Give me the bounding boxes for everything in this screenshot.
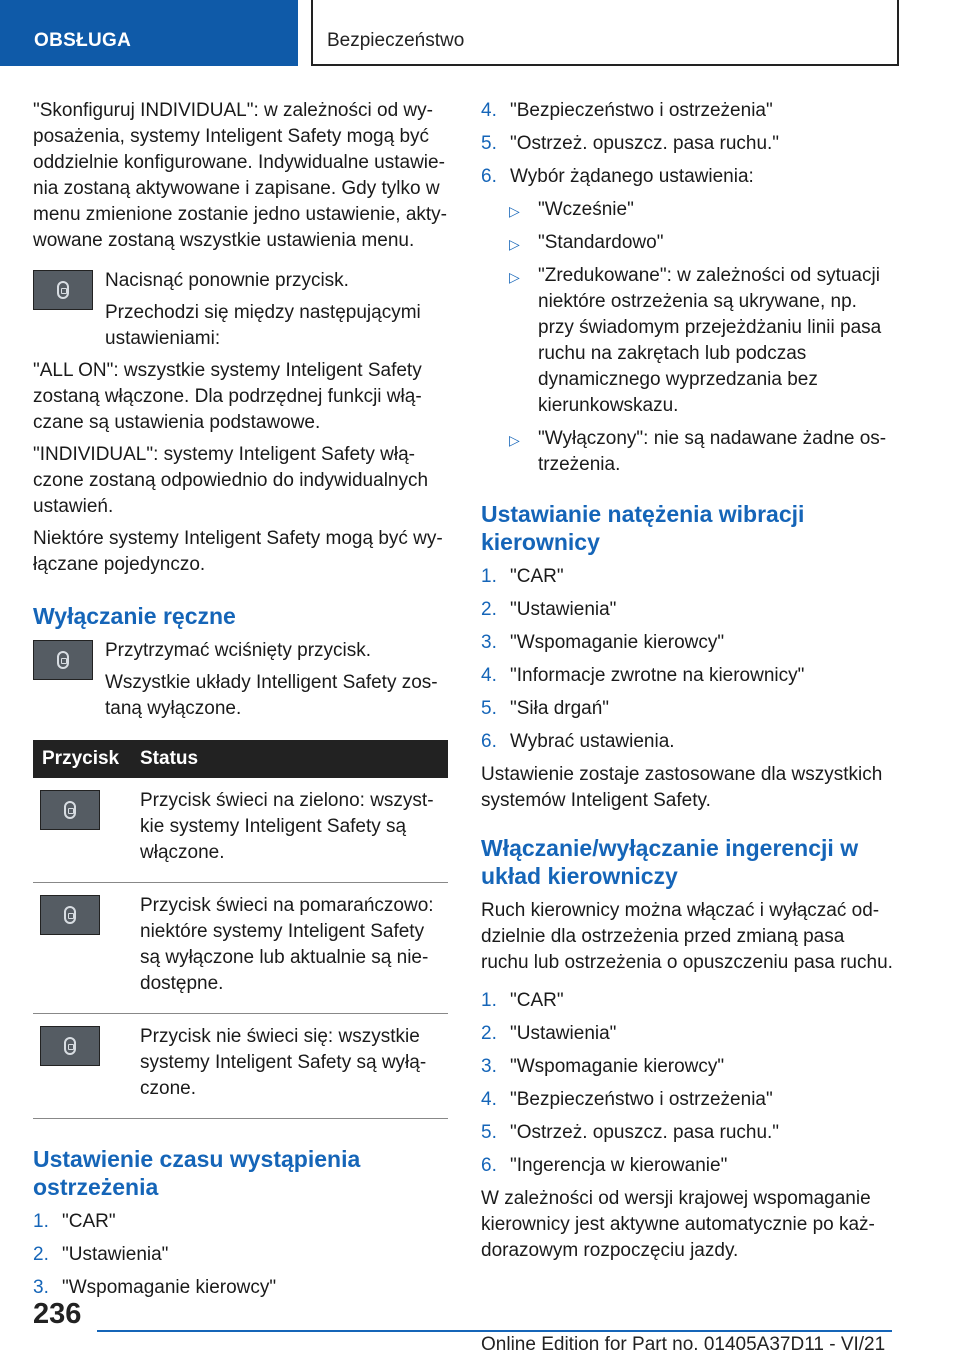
switches-text: Przechodzi się między następującymi ustawieniami: bbox=[105, 302, 421, 349]
list-item: 6. "Ingerencja w kierowanie" bbox=[481, 1155, 728, 1176]
table-row bbox=[33, 778, 448, 883]
list-item: 4. "Informacje zwrotne na kierownicy" bbox=[481, 665, 805, 686]
timing-heading: Ustawienie czasu wystąpienia ostrzeżenia bbox=[33, 1146, 361, 1200]
intelligent-safety-button-icon bbox=[33, 270, 93, 310]
list-item: 5. "Ostrzeż. opuszcz. pasa ruchu." bbox=[481, 1122, 780, 1143]
triangle-bullet-icon: ▷ bbox=[509, 269, 520, 285]
intro-paragraph: "Skonfiguruj INDIVIDUAL": w zależności od wy-posażenia, systemy Inteligent Safety mogą być oddzielnie konfigurowane. Indywidualne ustawie-nia zostaną aktywowane i zapisane. Gdy tylko w menu zmienione zostanie jedno ustawienie, akty-wowane zostaną wszystkie ustawienia menu. bbox=[33, 100, 448, 251]
status-table bbox=[33, 740, 448, 1119]
hold-button-text: Przytrzymać wciśnięty przycisk. bbox=[105, 640, 372, 661]
page-number: 236 bbox=[33, 1298, 82, 1330]
individual-text: "INDIVIDUAL": systemy Inteligent Safety włą-czone zostaną odpowiednio do indywidualnych ustawień. bbox=[33, 444, 429, 517]
status-cell: Przycisk nie świeci się: wszystkie systemy Inteligent Safety są wyłą-czone. bbox=[140, 1014, 448, 1119]
list-item: 5. "Siła drgań" bbox=[481, 698, 610, 719]
table-header bbox=[33, 740, 448, 778]
right-column bbox=[481, 98, 896, 1270]
button-off-icon bbox=[40, 1026, 100, 1066]
options-list bbox=[481, 197, 896, 478]
status-cell: Przycisk świeci na zielono: wszyst-kie systemy Inteligent Safety są włączone. bbox=[140, 778, 448, 883]
list-item: ▷ "Standardowo" bbox=[481, 230, 896, 256]
list-item: 4. "Bezpieczeństwo i ostrzeżenia" bbox=[481, 1089, 773, 1110]
list-item: 3. "Wspomaganie kierowcy" bbox=[481, 1056, 725, 1077]
timing-steps-cont-list bbox=[481, 98, 896, 190]
steering-heading: Włączanie/wyłączanie ingerencji w układ kierowniczy bbox=[481, 835, 859, 889]
status-cell: Przycisk świeci na pomarańczowo: niektóre systemy Inteligent Safety są wyłączone lub aktualnie są nie-dostępne. bbox=[140, 883, 448, 1014]
list-item: 3. "Wspomaganie kierowcy" bbox=[33, 1277, 277, 1298]
triangle-bullet-icon: ▷ bbox=[509, 236, 520, 252]
list-item: 3. "Wspomaganie kierowcy" bbox=[481, 632, 725, 653]
list-item: ▷ "Wcześnie" bbox=[481, 197, 896, 223]
steering-note: W zależności od wersji krajowej wspomaganie kierownicy jest aktywne automatycznie po każ-dorazowym rozpoczęciu jazdy. bbox=[481, 1188, 875, 1261]
left-column bbox=[33, 98, 448, 1308]
col-button-header: Przycisk bbox=[33, 740, 140, 778]
button-orange-icon bbox=[40, 895, 100, 935]
vibration-heading: Ustawianie natężenia wibracji kierownicy bbox=[481, 501, 805, 555]
list-item: 1. "CAR" bbox=[33, 1211, 116, 1232]
some-systems-text: Niektóre systemy Inteligent Safety mogą być wy-łączane pojedynczo. bbox=[33, 528, 443, 575]
list-item: ▷ "Wyłączony": nie są nadawane żadne os-trzeżenia. bbox=[509, 428, 887, 475]
list-item: 6. Wybór żądanego ustawienia: bbox=[481, 166, 754, 187]
triangle-bullet-icon: ▷ bbox=[509, 432, 520, 448]
table-row bbox=[33, 1014, 448, 1119]
intelligent-safety-button-icon bbox=[33, 640, 93, 680]
all-off-text: Wszystkie układy Intelligent Safety zos-taną wyłączone. bbox=[105, 672, 438, 719]
table-row bbox=[33, 883, 448, 1014]
section-title: OBSŁUGA bbox=[34, 30, 132, 51]
all-on-text: "ALL ON": wszystkie systemy Inteligent Safety zostaną włączone. Dla podrzędnej funkcji włą-czane są ustawienia podstawowe. bbox=[33, 360, 422, 433]
topic-title: Bezpieczeństwo bbox=[327, 30, 465, 51]
steering-intro: Ruch kierownicy można włączać i wyłączać od-dzielnie dla ostrzeżenia przed zmianą pasa ruchu lub ostrzeżenia o opuszczeniu pasa ruchu. bbox=[481, 900, 893, 973]
section-tab bbox=[0, 0, 298, 66]
edition-text: Online Edition for Part no. 01405A37D11 - VI/21 bbox=[481, 1334, 886, 1355]
list-item: 5. "Ostrzeż. opuszcz. pasa ruchu." bbox=[481, 133, 780, 154]
list-item: 1. "CAR" bbox=[481, 566, 564, 587]
list-item: 2. "Ustawienia" bbox=[481, 599, 617, 620]
list-item: 2. "Ustawienia" bbox=[481, 1023, 617, 1044]
steering-steps-list bbox=[481, 988, 896, 1179]
hold-button-row bbox=[33, 638, 448, 722]
manual-off-heading: Wyłączanie ręczne bbox=[33, 603, 236, 629]
press-again-text: Nacisnąć ponownie przycisk. bbox=[105, 270, 349, 291]
vibration-steps-list bbox=[481, 564, 896, 755]
topic-tab bbox=[311, 0, 899, 66]
button-green-icon bbox=[40, 790, 100, 830]
timing-steps-list bbox=[33, 1209, 448, 1301]
list-item: ▷ "Zredukowane": w zależności od sytuacji niektóre ostrzeżenia są ukrywane, np. przy świadomym przejeżdżaniu linii pasa ruchu na zakrętach lub podczas dynamicznego wyprzedzania bez kierunkowskazu. bbox=[509, 265, 882, 416]
list-item: 4. "Bezpieczeństwo i ostrzeżenia" bbox=[481, 100, 773, 121]
triangle-bullet-icon: ▷ bbox=[509, 203, 520, 219]
list-item: 6. Wybrać ustawienia. bbox=[481, 731, 675, 752]
press-again-row bbox=[33, 268, 448, 352]
vibration-note: Ustawienie zostaje zastosowane dla wszystkich systemów Inteligent Safety. bbox=[481, 764, 883, 811]
list-item: 2. "Ustawienia" bbox=[33, 1244, 169, 1265]
col-status-header: Status bbox=[140, 740, 448, 778]
list-item: 1. "CAR" bbox=[481, 990, 564, 1011]
footer-divider bbox=[97, 1330, 892, 1332]
